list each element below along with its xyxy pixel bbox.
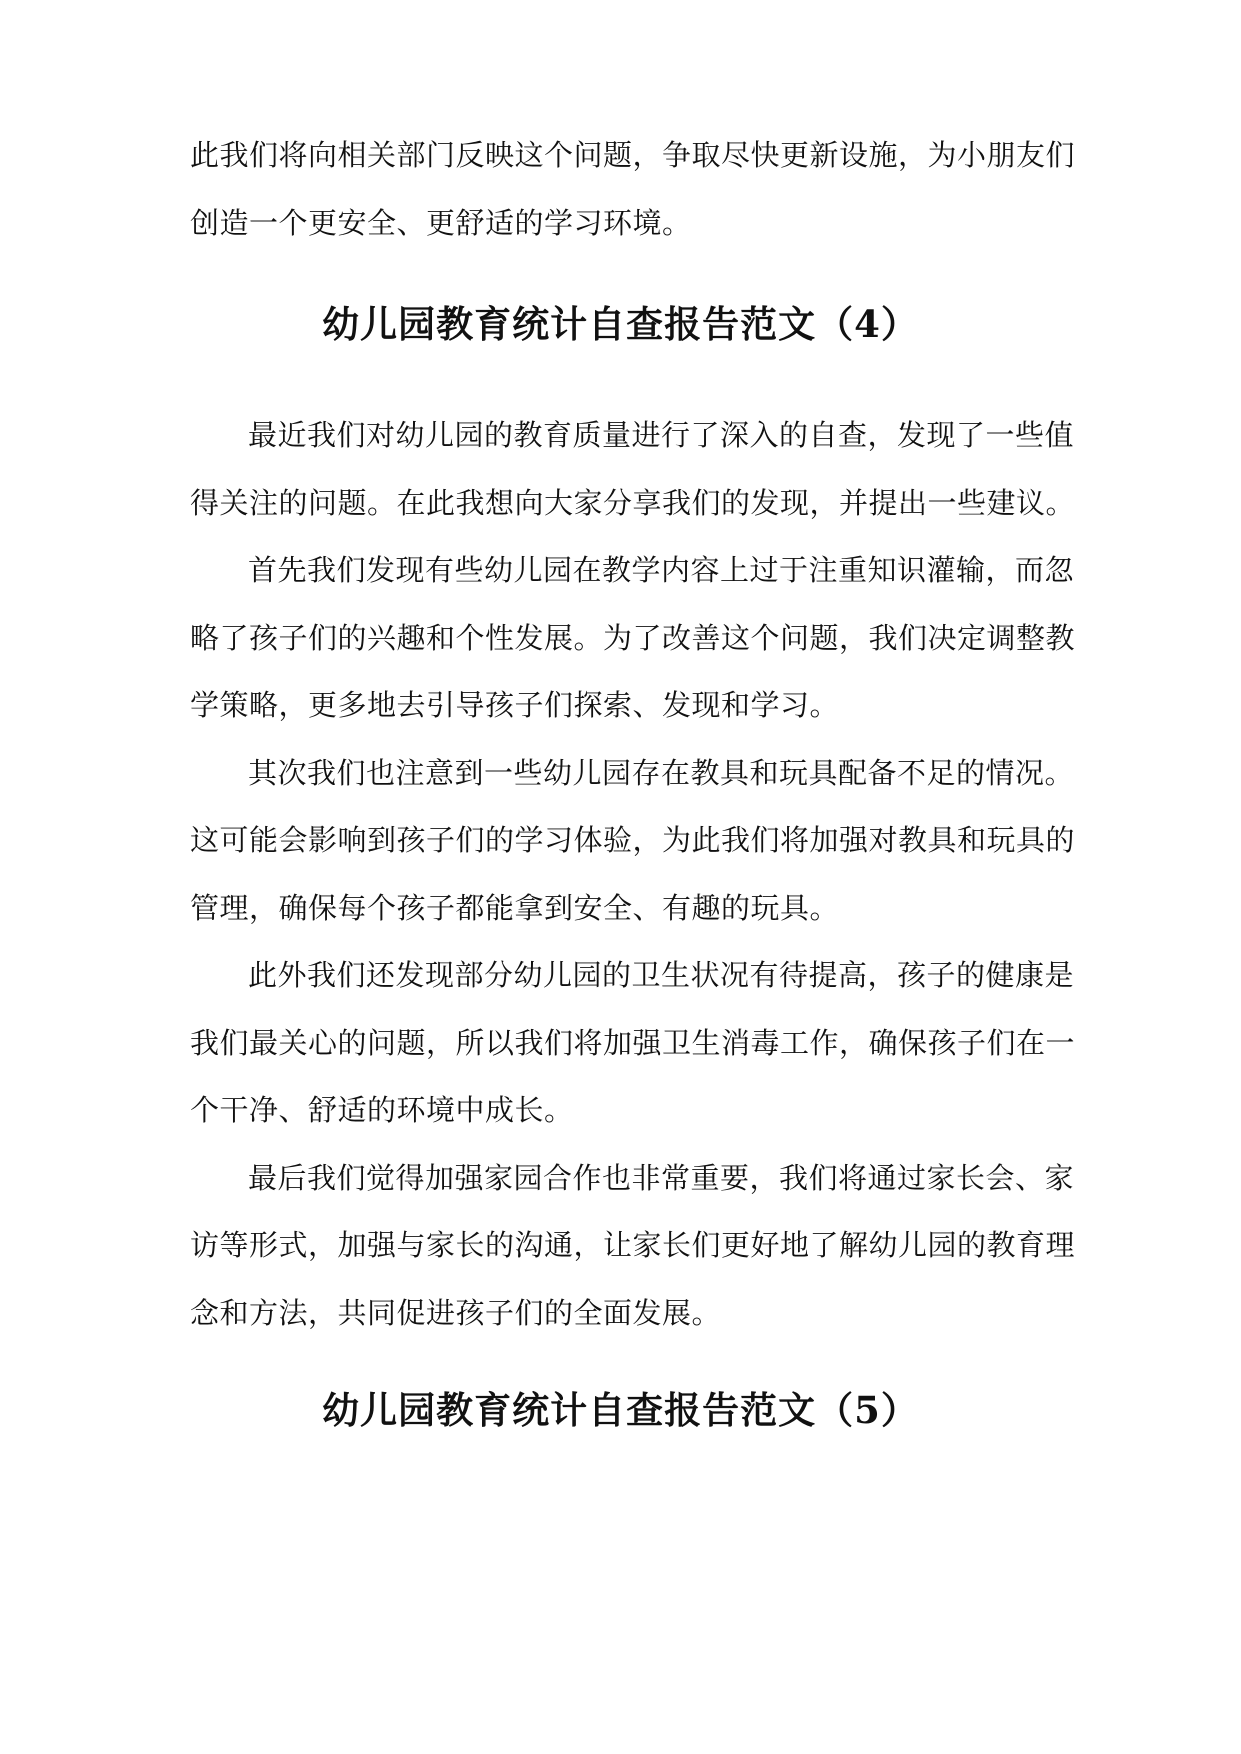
body-text-line: 这可能会影响到孩子们的学习体验，为此我们将加强对教具和玩具的 [190, 823, 1076, 857]
body-text-line: 我们最关心的问题，所以我们将加强卫生消毒工作，确保孩子们在一 [190, 1026, 1076, 1060]
body-text-line: 管理，确保每个孩子都能拿到安全、有趣的玩具。 [190, 891, 840, 925]
body-text-line: 最后我们觉得加强家园合作也非常重要，我们将通过家长会、家 [248, 1161, 1075, 1195]
body-text-line: 访等形式，加强与家长的沟通，让家长们更好地了解幼儿园的教育理 [190, 1228, 1076, 1262]
body-text-line: 学策略，更多地去引导孩子们探索、发现和学习。 [190, 688, 840, 722]
section-heading-5: 幼儿园教育统计自查报告范文（5） [322, 1388, 919, 1432]
body-text-line: 最近我们对幼儿园的教育质量进行了深入的自查，发现了一些值 [248, 418, 1075, 452]
body-text-line: 个干净、舒适的环境中成长。 [190, 1093, 574, 1127]
body-text-line: 其次我们也注意到一些幼儿园存在教具和玩具配备不足的情况。 [248, 756, 1075, 790]
body-text-line: 略了孩子们的兴趣和个性发展。为了改善这个问题，我们决定调整教 [190, 621, 1076, 655]
body-text-line: 创造一个更安全、更舒适的学习环境。 [190, 206, 692, 240]
body-text-line: 首先我们发现有些幼儿园在教学内容上过于注重知识灌输，而忽 [248, 553, 1075, 587]
body-text-line: 得关注的问题。在此我想向大家分享我们的发现，并提出一些建议。 [190, 486, 1076, 520]
body-text-line: 念和方法，共同促进孩子们的全面发展。 [190, 1296, 722, 1330]
section-heading-4: 幼儿园教育统计自查报告范文（4） [322, 302, 919, 346]
body-text-line: 此外我们还发现部分幼儿园的卫生状况有待提高，孩子的健康是 [248, 958, 1075, 992]
body-text-line: 此我们将向相关部门反映这个问题，争取尽快更新设施，为小朋友们 [190, 138, 1076, 172]
